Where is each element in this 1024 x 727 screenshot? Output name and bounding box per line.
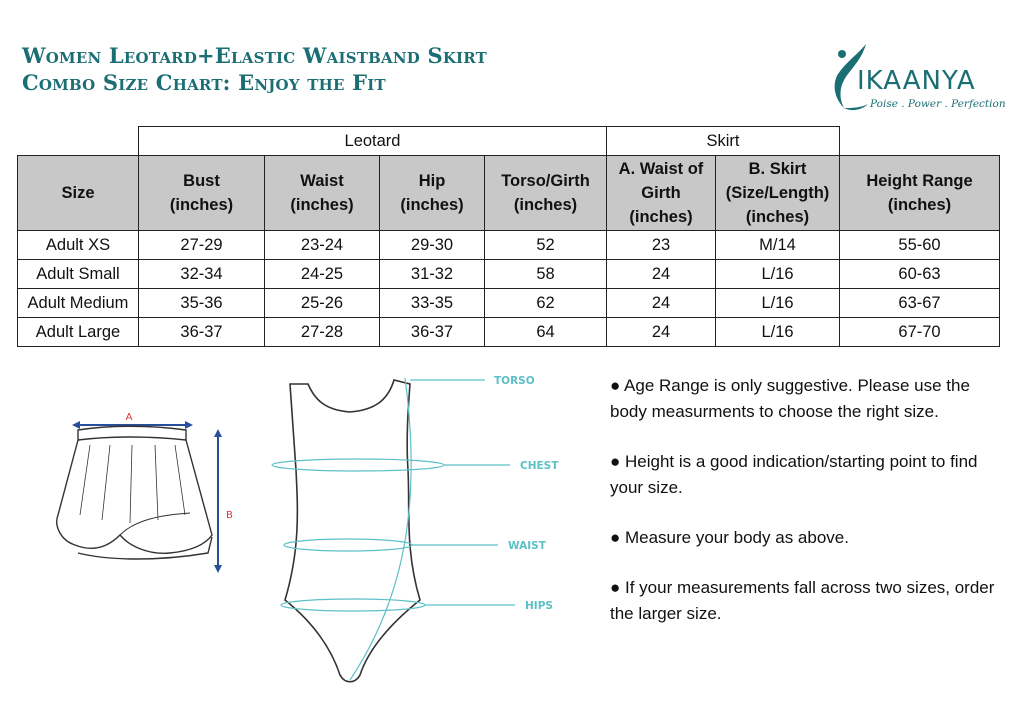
header-torso: [485, 156, 607, 231]
cell-torso: 62: [485, 289, 607, 318]
label-torso: TORSO: [494, 375, 535, 387]
skirt-label-b: B: [226, 510, 233, 521]
table-row: [18, 231, 1000, 260]
group-leotard: Leotard: [139, 127, 607, 156]
cell-skirt-length: L/16: [716, 260, 840, 289]
note-age-range: ● Age Range is only suggestive. Please use the body measurments to choose the right size.: [610, 376, 970, 421]
header-skirt-length-l3: (inches): [745, 208, 810, 226]
leotard-diagram: [270, 370, 570, 695]
cell-skirt-waist: 23: [607, 231, 716, 260]
cell-waist: 25-26: [265, 289, 380, 318]
table-row: [18, 289, 1000, 318]
cell-bust: 36-37: [139, 318, 265, 347]
size-notes: [610, 373, 1010, 651]
page-title: [22, 42, 487, 96]
cell-size: Adult Medium: [18, 289, 139, 318]
header-skirt-waist-l1: A. Waist of: [618, 160, 704, 178]
cell-waist: 23-24: [265, 231, 380, 260]
header-bust-l2: (inches): [169, 196, 234, 214]
header-torso-l1: Torso/Girth: [501, 172, 590, 190]
cell-skirt-waist: 24: [607, 289, 716, 318]
cell-size: Adult XS: [18, 231, 139, 260]
cell-waist: 24-25: [265, 260, 380, 289]
table-row: [18, 318, 1000, 347]
label-hips: HIPS: [525, 600, 553, 612]
cell-torso: 52: [485, 231, 607, 260]
cell-bust: 27-29: [139, 231, 265, 260]
label-chest: CHEST: [520, 460, 559, 472]
note-two-sizes: ● If your measurements fall across two sizes, order the larger size.: [610, 578, 995, 623]
title-line-2: Combo Size Chart: Enjoy the Fit: [22, 70, 386, 95]
cell-size: Adult Large: [18, 318, 139, 347]
header-waist-l2: (inches): [290, 196, 354, 214]
cell-hip: 29-30: [380, 231, 485, 260]
cell-skirt-length: L/16: [716, 289, 840, 318]
chest-guide-icon: [272, 459, 444, 471]
note-measure: ● Measure your body as above.: [610, 528, 849, 547]
cell-skirt-waist: 24: [607, 318, 716, 347]
header-bust: [139, 156, 265, 231]
cell-height: 60-63: [840, 260, 1000, 289]
header-bust-l1: Bust: [183, 172, 220, 190]
cell-hip: 33-35: [380, 289, 485, 318]
title-line-1: Women Leotard+Elastic Waistband Skirt: [22, 43, 488, 68]
hips-guide-icon: [281, 599, 425, 611]
header-hip-l1: Hip: [418, 172, 446, 190]
header-skirt-waist: [607, 156, 716, 231]
cell-hip: 31-32: [380, 260, 485, 289]
cell-skirt-length: L/16: [716, 318, 840, 347]
header-skirt-waist-l3: (inches): [629, 208, 693, 226]
header-height-l1: Height Range: [866, 172, 973, 190]
group-header-row: [18, 127, 1000, 156]
cell-height: 63-67: [840, 289, 1000, 318]
cell-height: 67-70: [840, 318, 1000, 347]
header-skirt-length-l2: (Size/Length): [725, 184, 830, 202]
skirt-label-a: A: [125, 412, 133, 423]
cell-hip: 36-37: [380, 318, 485, 347]
label-waist: WAIST: [508, 540, 546, 552]
cell-torso: 64: [485, 318, 607, 347]
size-chart-table: [17, 126, 1000, 347]
header-hip: [380, 156, 485, 231]
logo-name: IKAANYA: [857, 66, 976, 96]
cell-bust: 32-34: [139, 260, 265, 289]
leotard-outline-icon: [285, 380, 420, 682]
header-height-l2: (inches): [887, 196, 952, 214]
logo-tagline: Poise . Power . Perfection: [870, 98, 1006, 110]
cell-skirt-length: M/14: [716, 231, 840, 260]
table-row: [18, 260, 1000, 289]
header-skirt-waist-l2: Girth: [641, 184, 681, 202]
cell-waist: 27-28: [265, 318, 380, 347]
header-skirt-length: [716, 156, 840, 231]
group-blank-right: [840, 127, 1000, 156]
torso-guide-icon: [350, 378, 411, 680]
header-waist: [265, 156, 380, 231]
group-blank: [18, 127, 139, 156]
cell-bust: 35-36: [139, 289, 265, 318]
skirt-diagram: [40, 405, 250, 585]
group-skirt: Skirt: [607, 127, 840, 156]
header-height: [840, 156, 1000, 231]
column-header-row: [18, 156, 1000, 231]
header-hip-l2: (inches): [400, 196, 464, 214]
header-torso-l2: (inches): [513, 196, 578, 214]
cell-height: 55-60: [840, 231, 1000, 260]
cell-size: Adult Small: [18, 260, 139, 289]
waist-guide-icon: [284, 539, 412, 551]
header-skirt-length-l1: B. Skirt: [748, 160, 807, 178]
cell-skirt-waist: 24: [607, 260, 716, 289]
note-height: ● Height is a good indication/starting point to find your size.: [610, 452, 978, 497]
skirt-outline-icon: [57, 426, 212, 559]
cell-torso: 58: [485, 260, 607, 289]
header-size: Size: [18, 156, 139, 231]
header-waist-l1: Waist: [300, 172, 344, 190]
